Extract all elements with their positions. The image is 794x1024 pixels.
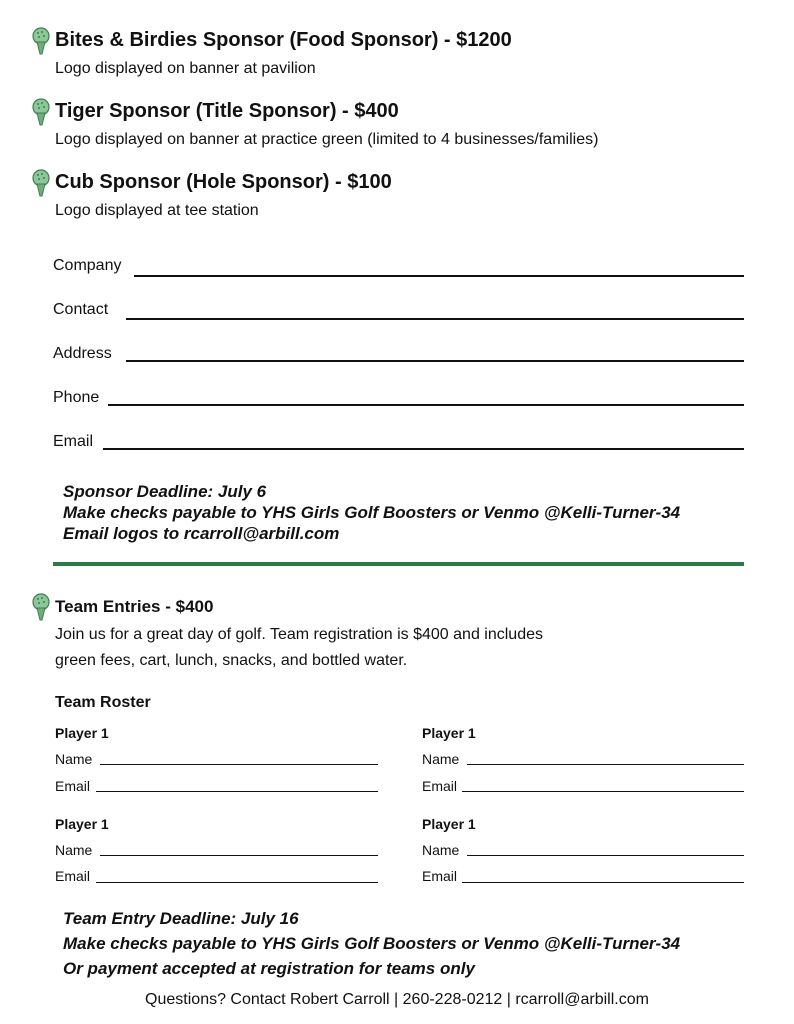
player-name-label: Name bbox=[55, 842, 93, 858]
team-entries-description-line: Join us for a great day of golf. Team registration is $400 and includes bbox=[55, 626, 543, 643]
player-name-field[interactable] bbox=[100, 764, 378, 765]
sponsor-deadline: Sponsor Deadline: July 6 bbox=[63, 482, 267, 501]
sponsor-tier-description: Logo displayed on banner at pavilion bbox=[55, 60, 316, 77]
team-payment-note: Make checks payable to YHS Girls Golf Boosters or Venmo @Kelli-Turner-34 bbox=[63, 934, 681, 953]
company-label: Company bbox=[53, 257, 122, 274]
player-name-label: Name bbox=[422, 751, 460, 767]
player-email-field[interactable] bbox=[462, 882, 744, 883]
company-field[interactable] bbox=[134, 275, 744, 277]
golf-tee-icon bbox=[30, 27, 52, 55]
team-entries-title: Team Entries - $400 bbox=[55, 597, 214, 616]
contact-label: Contact bbox=[53, 301, 109, 318]
golf-tee-icon bbox=[30, 98, 52, 126]
team-entries-description-line: green fees, cart, lunch, snacks, and bottled water. bbox=[55, 652, 408, 669]
team-entry-deadline: Team Entry Deadline: July 16 bbox=[63, 909, 299, 928]
section-divider bbox=[53, 562, 744, 566]
player-name-field[interactable] bbox=[467, 764, 744, 765]
player-email-label: Email bbox=[422, 778, 458, 794]
player-email-label: Email bbox=[422, 868, 458, 884]
sponsor-tier-description: Logo displayed at tee station bbox=[55, 202, 259, 219]
phone-label: Phone bbox=[53, 389, 100, 406]
team-registration-payment-note: Or payment accepted at registration for teams only bbox=[63, 959, 475, 978]
email-label: Email bbox=[53, 433, 94, 450]
footer-contact: Questions? Contact Robert Carroll | 260-228-0212 | rcarroll@arbill.com bbox=[145, 991, 649, 1008]
address-field[interactable] bbox=[126, 360, 744, 362]
player-name-field[interactable] bbox=[100, 855, 378, 856]
team-roster-title: Team Roster bbox=[55, 694, 151, 711]
sponsor-tier-title: Bites & Birdies Sponsor (Food Sponsor) - $1200 bbox=[55, 29, 512, 51]
phone-field[interactable] bbox=[108, 404, 744, 406]
sponsor-payment-note: Make checks payable to YHS Girls Golf Boosters or Venmo @Kelli-Turner-34 bbox=[63, 503, 681, 522]
player-email-field[interactable] bbox=[462, 791, 744, 792]
golf-tee-icon bbox=[30, 593, 52, 621]
player-heading: Player 1 bbox=[422, 725, 476, 741]
contact-field[interactable] bbox=[126, 318, 744, 320]
golf-tee-icon bbox=[30, 169, 52, 197]
player-name-label: Name bbox=[55, 751, 93, 767]
player-email-field[interactable] bbox=[96, 791, 378, 792]
email-field[interactable] bbox=[103, 448, 744, 450]
player-heading: Player 1 bbox=[55, 816, 109, 832]
player-email-label: Email bbox=[55, 868, 91, 884]
sponsor-tier-description: Logo displayed on banner at practice green (limited to 4 businesses/families) bbox=[55, 131, 599, 148]
player-name-field[interactable] bbox=[467, 855, 744, 856]
player-heading: Player 1 bbox=[55, 725, 109, 741]
player-name-label: Name bbox=[422, 842, 460, 858]
address-label: Address bbox=[53, 345, 112, 362]
player-email-label: Email bbox=[55, 778, 91, 794]
sponsor-email-logos-note: Email logos to rcarroll@arbill.com bbox=[63, 524, 340, 543]
sponsor-tier-title: Cub Sponsor (Hole Sponsor) - $100 bbox=[55, 171, 392, 193]
player-heading: Player 1 bbox=[422, 816, 476, 832]
player-email-field[interactable] bbox=[96, 882, 378, 883]
sponsor-tier-title: Tiger Sponsor (Title Sponsor) - $400 bbox=[55, 100, 399, 122]
